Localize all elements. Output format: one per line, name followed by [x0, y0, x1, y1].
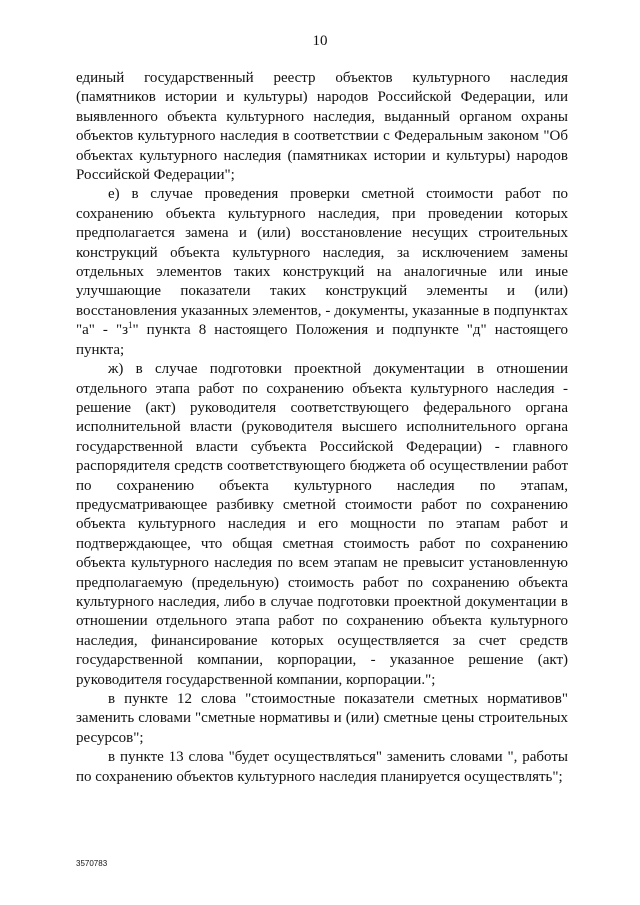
document-body	[76, 69, 568, 787]
paragraph-point-12: в пункте 12 слова "стоимостные показатели сметных нормативов" заменить словами "сметные нормативы и (или) сметные цены строительных ресурсов";	[76, 691, 568, 746]
paragraph-e-tail: " пункта 8 настоящего Положения и подпункте "д" настоящего пункта;	[76, 322, 569, 358]
document-code: 3570783	[76, 859, 108, 868]
paragraph-zh: ж) в случае подготовки проектной документации в отношении отдельного этапа работ по сохранению объекта культурного наследия - решение (акт) руководителя соответствующего федерального органа исполнительной власти (руководителя высшего исполнительного органа государственной власти субъекта Российской Федерации) - главного распорядителя средств соответствующего бюджета об осуществлении работ по сохранению объекта культурного наследия по этапам, предусматривающее разбивку сметной стоимости работ по сохранению объекта культурного наследия и его мощности по этапам работ и подтверждающее, что общая сметная стоимость работ по сохранению объекта культурного наследия по всем этапам не превысит установленную предполагаемую (предельную) стоимость работ по сохранению объекта культурного наследия, либо в случае подготовки проектной документации в отношении отдельного этапа работ по сохранению объекта культурного наследия, финансирование которых осуществляется за счет средств государственной компании, корпорации, - указанное решение (акт) руководителя государственной компании, корпорации.";	[76, 361, 568, 688]
paragraph-point-13: в пункте 13 слова "будет осуществляться" заменить словами ", работы по сохранению объектов культурного наследия планируется осуществлять";	[76, 749, 568, 785]
paragraph-e-text: е) в случае проведения проверки сметной стоимости работ по сохранению объекта культурного наследия, при проведении которых предполагается замена и (или) восстановление несущих строительных конструкций объекта культурного наследия, за исключением замены отдельных элементов таких конструкций на аналогичные или иные улучшающие показатели таких конструкций элементы и (или) восстановления указанных элементов, - документы, указанные в подпунктах "а" - "з	[76, 186, 568, 339]
superscript-index: 1	[128, 320, 133, 331]
paragraph-e	[76, 185, 568, 360]
paragraph-registry: единый государственный реестр объектов культурного наследия (памятников истории и культуры) народов Российской Федерации, или выявленного объекта культурного наследия, выданный органом охраны объектов культурного наследия в соответствии с Федеральным законом "Об объектах культурного наследия (памятниках истории и культуры) народов Российской Федерации";	[76, 70, 568, 184]
page-number: 10	[312, 33, 328, 49]
